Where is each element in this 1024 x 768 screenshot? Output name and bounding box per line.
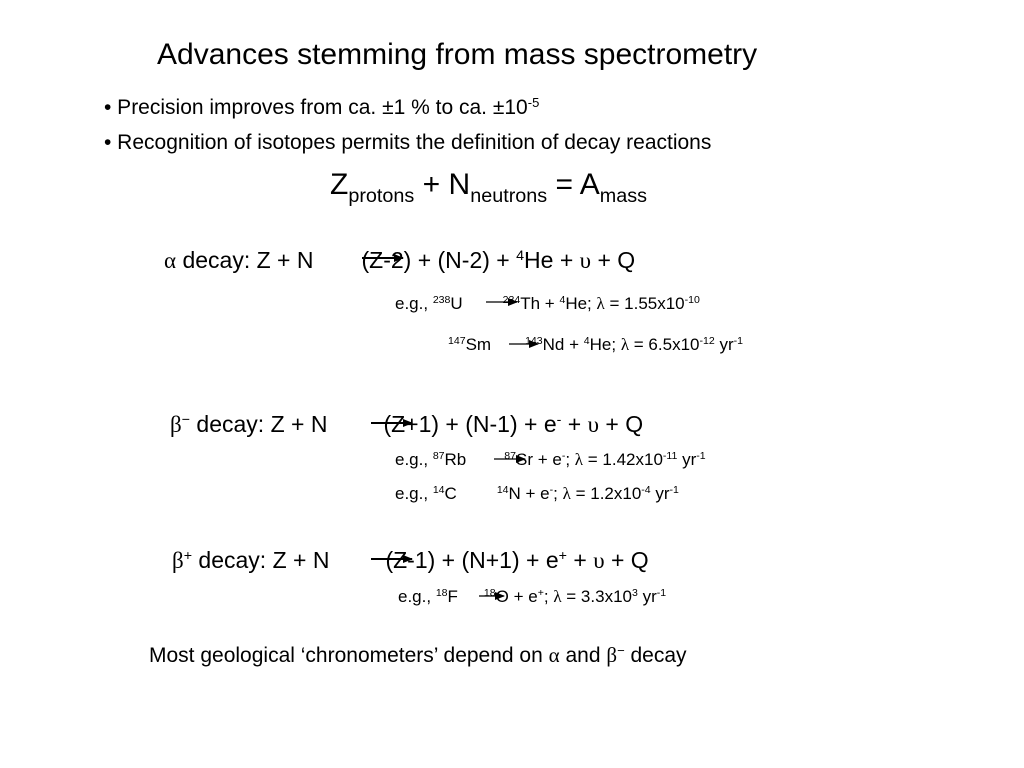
beta-minus-e-sup: -: [556, 412, 562, 429]
daughter-element: Th +: [520, 294, 560, 313]
eq-a-sub: mass: [599, 184, 648, 207]
beta-plus-nu: υ: [593, 548, 605, 573]
bullet-precision-text: • Precision improves from ca. ±1 % to ca. ±10: [104, 96, 528, 119]
footer-beta: β: [606, 643, 618, 667]
daughter-mass: 18: [483, 587, 496, 600]
parent-element: F: [447, 587, 458, 606]
parent-element: Sm: [465, 335, 492, 354]
ex-tail: He;: [565, 294, 597, 313]
ex-tail: ;: [543, 587, 554, 606]
alpha-ex2-arrow-icon: [508, 339, 540, 349]
parent-mass: 147: [448, 335, 466, 348]
beta-plus-rhs-a: (Z-1) + (N+1) + e: [385, 547, 559, 573]
parent-mass: 18: [435, 587, 448, 600]
parent-element: C: [444, 484, 457, 503]
beta-minus-rhs-c: + Q: [599, 411, 644, 437]
unit-exponent: -1: [669, 484, 679, 497]
footer-text-a: Most geological ‘chronometers’ depend on: [149, 644, 549, 667]
daughter-element: N + e: [508, 484, 550, 503]
alpha-rhs-b: He +: [524, 247, 580, 273]
parent-mass: 238: [432, 294, 451, 307]
unit: yr: [650, 484, 670, 503]
decay-constant-exponent: -4: [641, 484, 651, 497]
ex-prefix: e.g.,: [395, 294, 433, 313]
beta-minus-rhs-b: +: [561, 411, 588, 437]
bullet-precision: [104, 94, 540, 119]
unit: yr: [677, 450, 697, 469]
eq-a: A: [579, 168, 600, 201]
eq-n: N: [448, 168, 471, 201]
lambda-symbol: λ: [620, 335, 630, 354]
daughter-element: O + e: [495, 587, 538, 606]
decay-constant: = 1.42x10: [583, 450, 663, 469]
ex-prefix: e.g.,: [395, 450, 433, 469]
eq-z: Z: [330, 168, 349, 201]
beta-charge: −: [181, 412, 191, 429]
beta-minus-arrow-icon: [370, 417, 414, 429]
unit-exponent: -1: [656, 587, 667, 600]
beta-plus-arrow-icon: [370, 553, 414, 565]
beta-plus-lhs: decay: Z + N: [192, 547, 330, 573]
beta-minus-example-carbon: [395, 485, 679, 502]
ex-tail: He;: [589, 335, 621, 354]
bullet-isotopes: • Recognition of isotopes permits the definition of decay reactions: [104, 131, 712, 154]
bullet-precision-exponent: -5: [527, 94, 540, 110]
lambda-symbol: λ: [574, 450, 584, 469]
ex-prefix: e.g.,: [398, 587, 436, 606]
alpha-he-mass: 4: [516, 248, 525, 265]
parent-mass: 87: [432, 450, 445, 463]
he-mass: 4: [583, 335, 590, 348]
daughter-mass: 234: [502, 294, 521, 307]
lambda-symbol: λ: [562, 484, 571, 503]
beta-plus-rhs-c: + Q: [604, 547, 649, 573]
alpha-rhs-c: + Q: [591, 247, 636, 273]
beta-minus-nu: υ: [587, 412, 599, 437]
footer-text-c: decay: [624, 644, 687, 667]
positron-charge: +: [537, 587, 544, 600]
eq-n-sub: neutrons: [470, 184, 548, 207]
footer-beta-charge: −: [617, 642, 625, 658]
decay-constant-exponent: -11: [662, 450, 678, 463]
beta-charge: +: [183, 548, 193, 565]
alpha-symbol: α: [164, 248, 177, 273]
beta-plus-example-fluorine: [398, 588, 666, 605]
daughter-element: Nd +: [542, 335, 584, 354]
beta-minus-lhs: decay: Z + N: [190, 411, 328, 437]
alpha-arrow-icon: [361, 252, 405, 264]
beta-symbol: β: [172, 548, 184, 573]
beta-plus-rhs-b: +: [566, 547, 594, 573]
beta-minus-example-rubidium: [395, 451, 706, 468]
decay-constant-exponent: -12: [699, 335, 715, 348]
alpha-example-samarium: [448, 336, 743, 353]
eq-equals: =: [555, 168, 574, 201]
unit-exponent: -1: [733, 335, 743, 348]
alpha-example-uranium: [395, 295, 700, 312]
beta-minus-rhs-a: (Z+1) + (N-1) + e: [383, 411, 557, 437]
decay-constant-exponent: -10: [684, 294, 700, 307]
decay-constant: = 6.5x10: [629, 335, 700, 354]
ex-tail: ;: [565, 450, 575, 469]
footer-note: [149, 642, 687, 667]
alpha-rhs-a: (Z-2) + (N-2) +: [361, 247, 517, 273]
lambda-symbol: λ: [596, 294, 605, 313]
unit: yr: [714, 335, 734, 354]
beta-plus-ex1-arrow-icon: [478, 591, 506, 601]
alpha-ex1-arrow-icon: [485, 297, 519, 307]
lambda-symbol: λ: [553, 587, 562, 606]
ex-prefix: e.g.,: [395, 484, 433, 503]
daughter-mass: 143: [525, 335, 543, 348]
parent-element: U: [450, 294, 463, 313]
footer-alpha: α: [548, 643, 560, 667]
decay-constant: = 1.2x10: [570, 484, 642, 503]
footer-text-b: and: [559, 644, 607, 667]
beta-minus-ex1-arrow-icon: [493, 454, 527, 464]
decay-constant-exponent: 3: [631, 587, 638, 600]
slide-title: Advances stemming from mass spectrometry: [157, 38, 758, 71]
decay-constant: = 1.55x10: [604, 294, 685, 313]
daughter-mass: 14: [496, 484, 509, 497]
eq-z-sub: protons: [348, 184, 415, 207]
unit: yr: [637, 587, 657, 606]
beta-symbol: β: [170, 412, 182, 437]
decay-constant: = 3.3x10: [561, 587, 632, 606]
electron-charge: -: [549, 484, 554, 497]
daughter-mass: 87: [504, 450, 516, 463]
ex-tail: ;: [553, 484, 563, 503]
he-mass: 4: [559, 294, 566, 307]
eq-plus: +: [422, 168, 441, 201]
alpha-nu: υ: [579, 248, 592, 273]
daughter-element: Sr + e: [515, 450, 562, 469]
parent-element: Rb: [444, 450, 467, 469]
parent-mass: 14: [432, 484, 445, 497]
mass-number-equation: [330, 168, 648, 207]
beta-plus-e-sup: +: [558, 548, 567, 565]
unit-exponent: -1: [696, 450, 706, 463]
alpha-lhs: decay: Z + N: [182, 247, 314, 273]
electron-charge: -: [561, 450, 566, 463]
